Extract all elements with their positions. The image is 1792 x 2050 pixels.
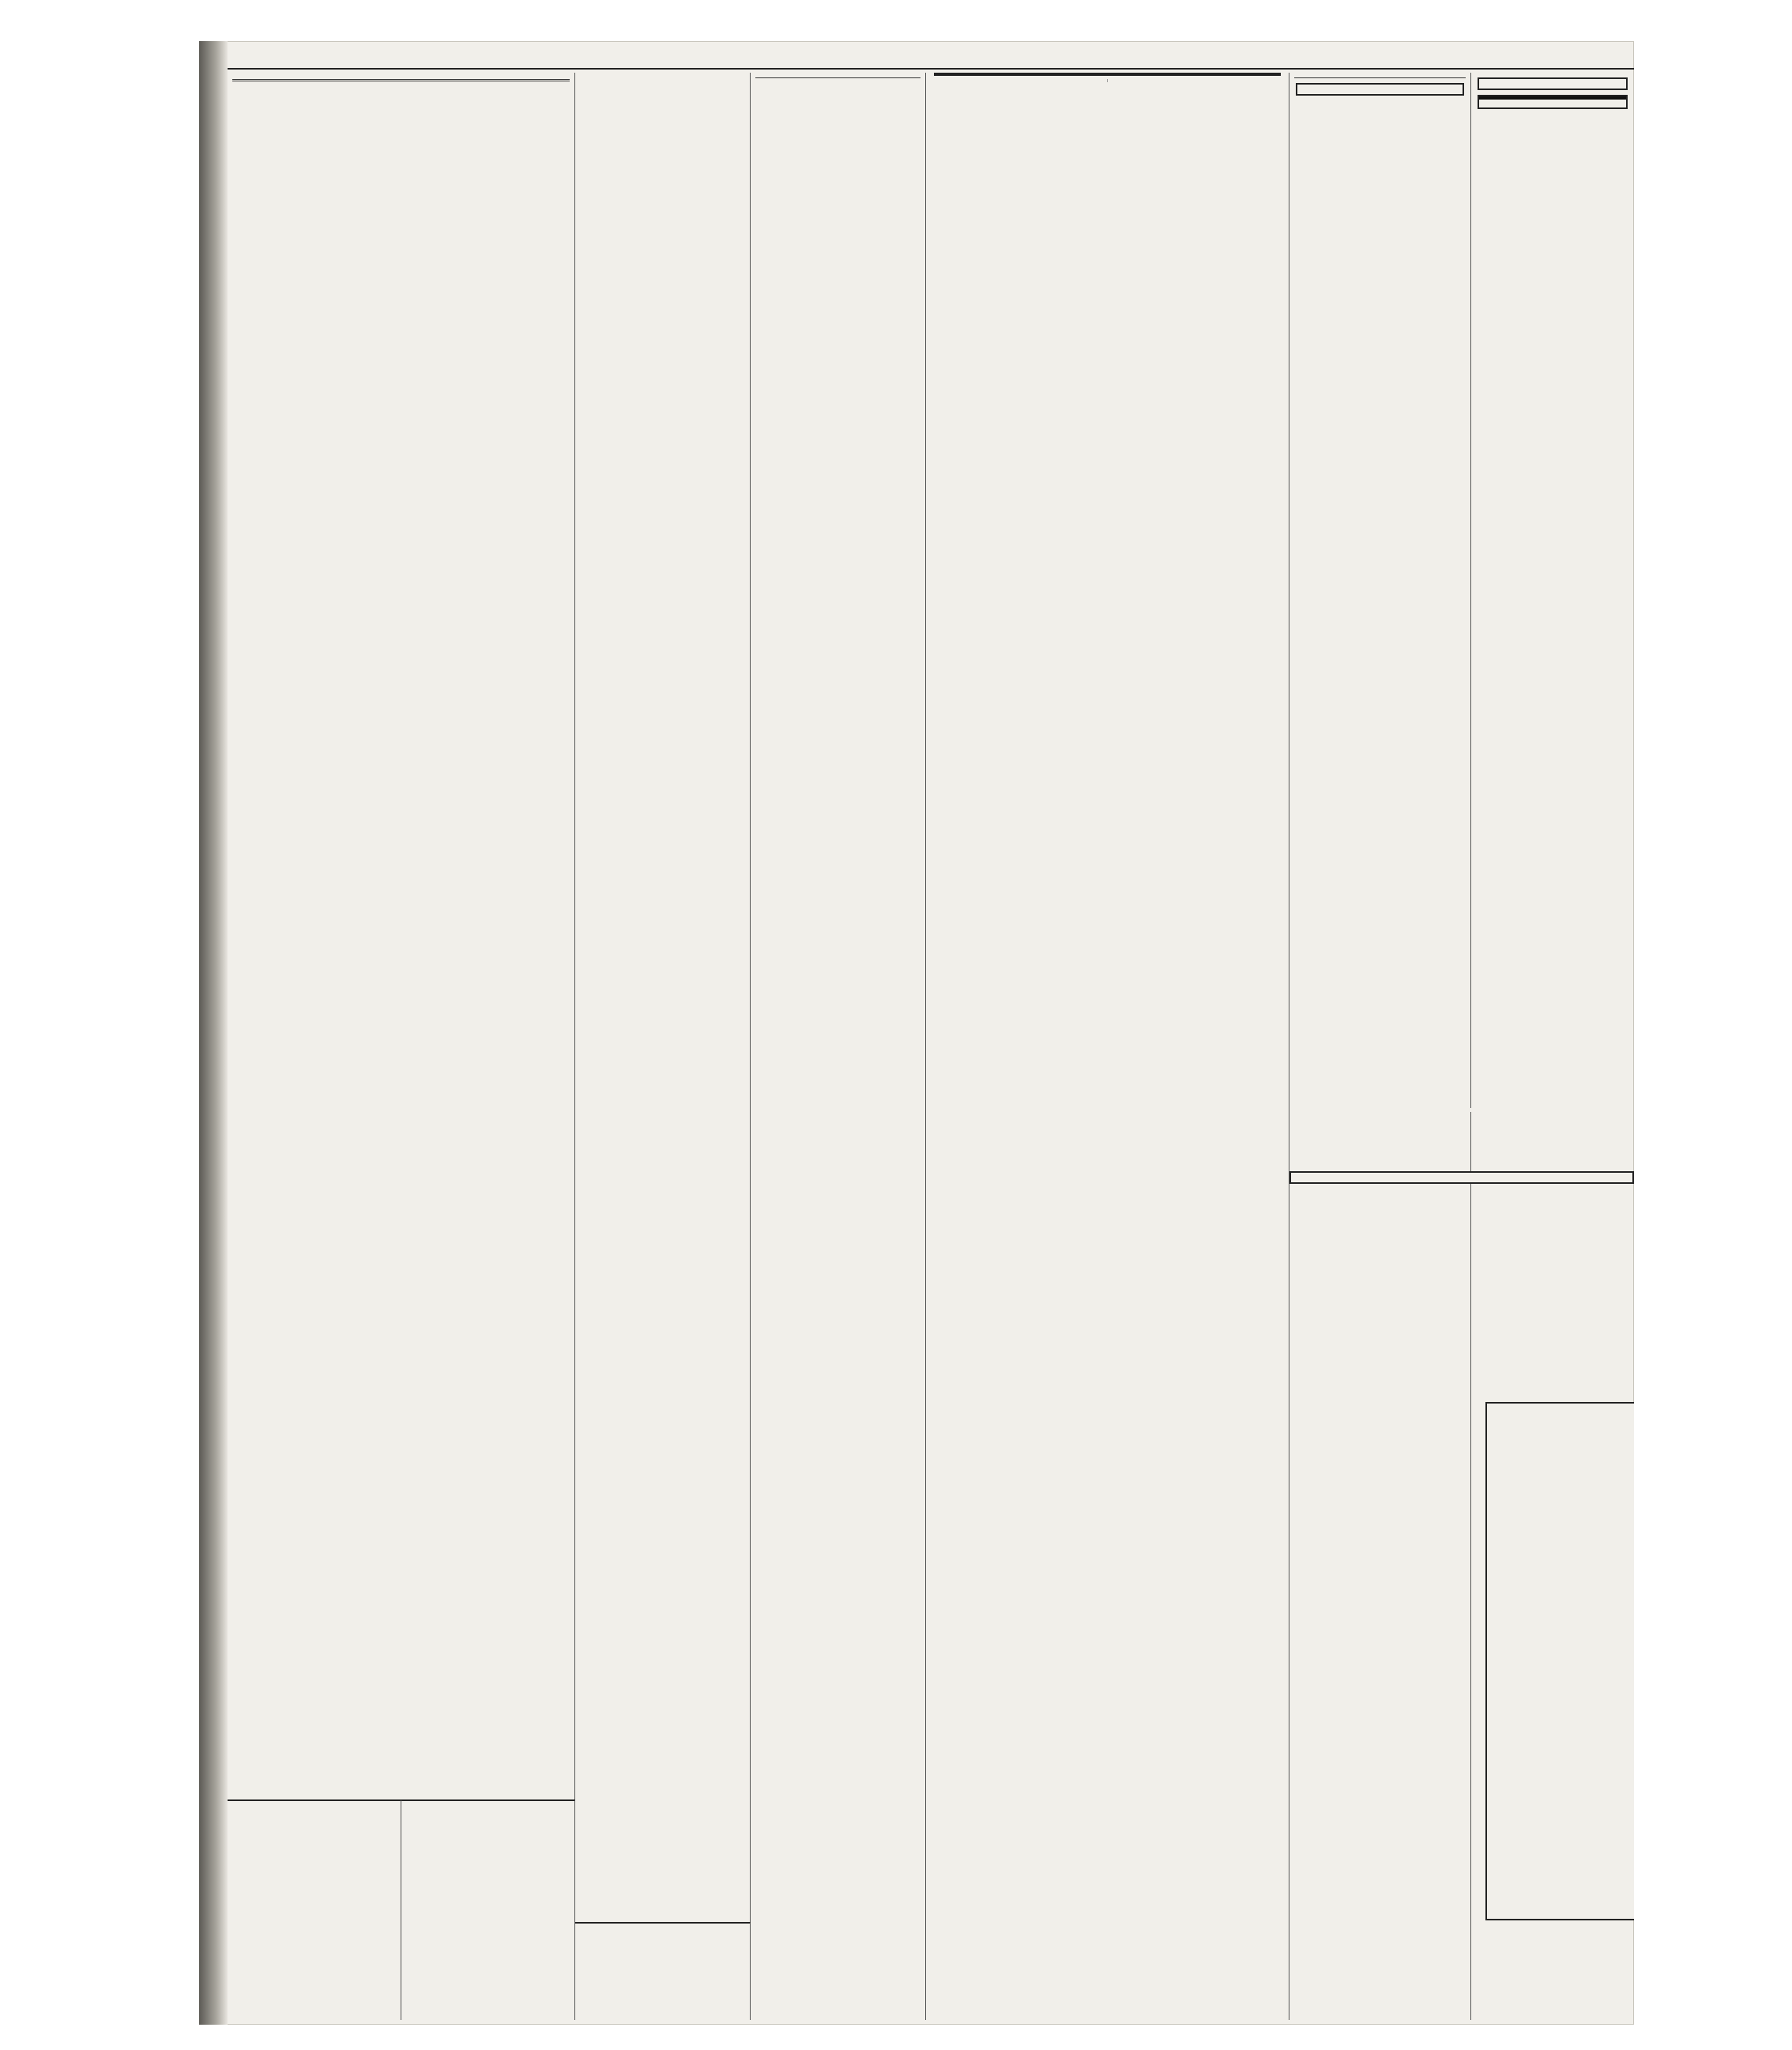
divider bbox=[1294, 77, 1466, 78]
wells-name bbox=[1479, 96, 1626, 100]
divider bbox=[755, 77, 920, 78]
coal-ad bbox=[1289, 1171, 1634, 1184]
column-st-paul bbox=[751, 73, 926, 2020]
divider bbox=[232, 79, 570, 81]
newspaper-page bbox=[199, 41, 1634, 2025]
column-gold-footballs bbox=[575, 73, 751, 2020]
masthead bbox=[228, 41, 1634, 70]
intercollegiate-body bbox=[931, 79, 1284, 82]
column-intercollegiate bbox=[926, 73, 1289, 2020]
found-dead-story bbox=[228, 1799, 401, 2020]
column-scores bbox=[1289, 73, 1471, 1108]
shot-by-dog-story bbox=[401, 1799, 575, 2020]
intercollegiate-title bbox=[934, 73, 1281, 76]
window-cards-ad bbox=[1485, 1402, 1634, 1920]
colonial-ad bbox=[1478, 77, 1628, 90]
column-scores-lower bbox=[1289, 1112, 1471, 2020]
column-right bbox=[1471, 73, 1634, 1108]
watch-me-grow-ad bbox=[1296, 83, 1464, 96]
column-press-box bbox=[228, 73, 575, 2020]
acquitted-story bbox=[575, 1922, 751, 2020]
scan-edge bbox=[199, 41, 228, 2025]
wells-ad bbox=[1478, 95, 1628, 109]
